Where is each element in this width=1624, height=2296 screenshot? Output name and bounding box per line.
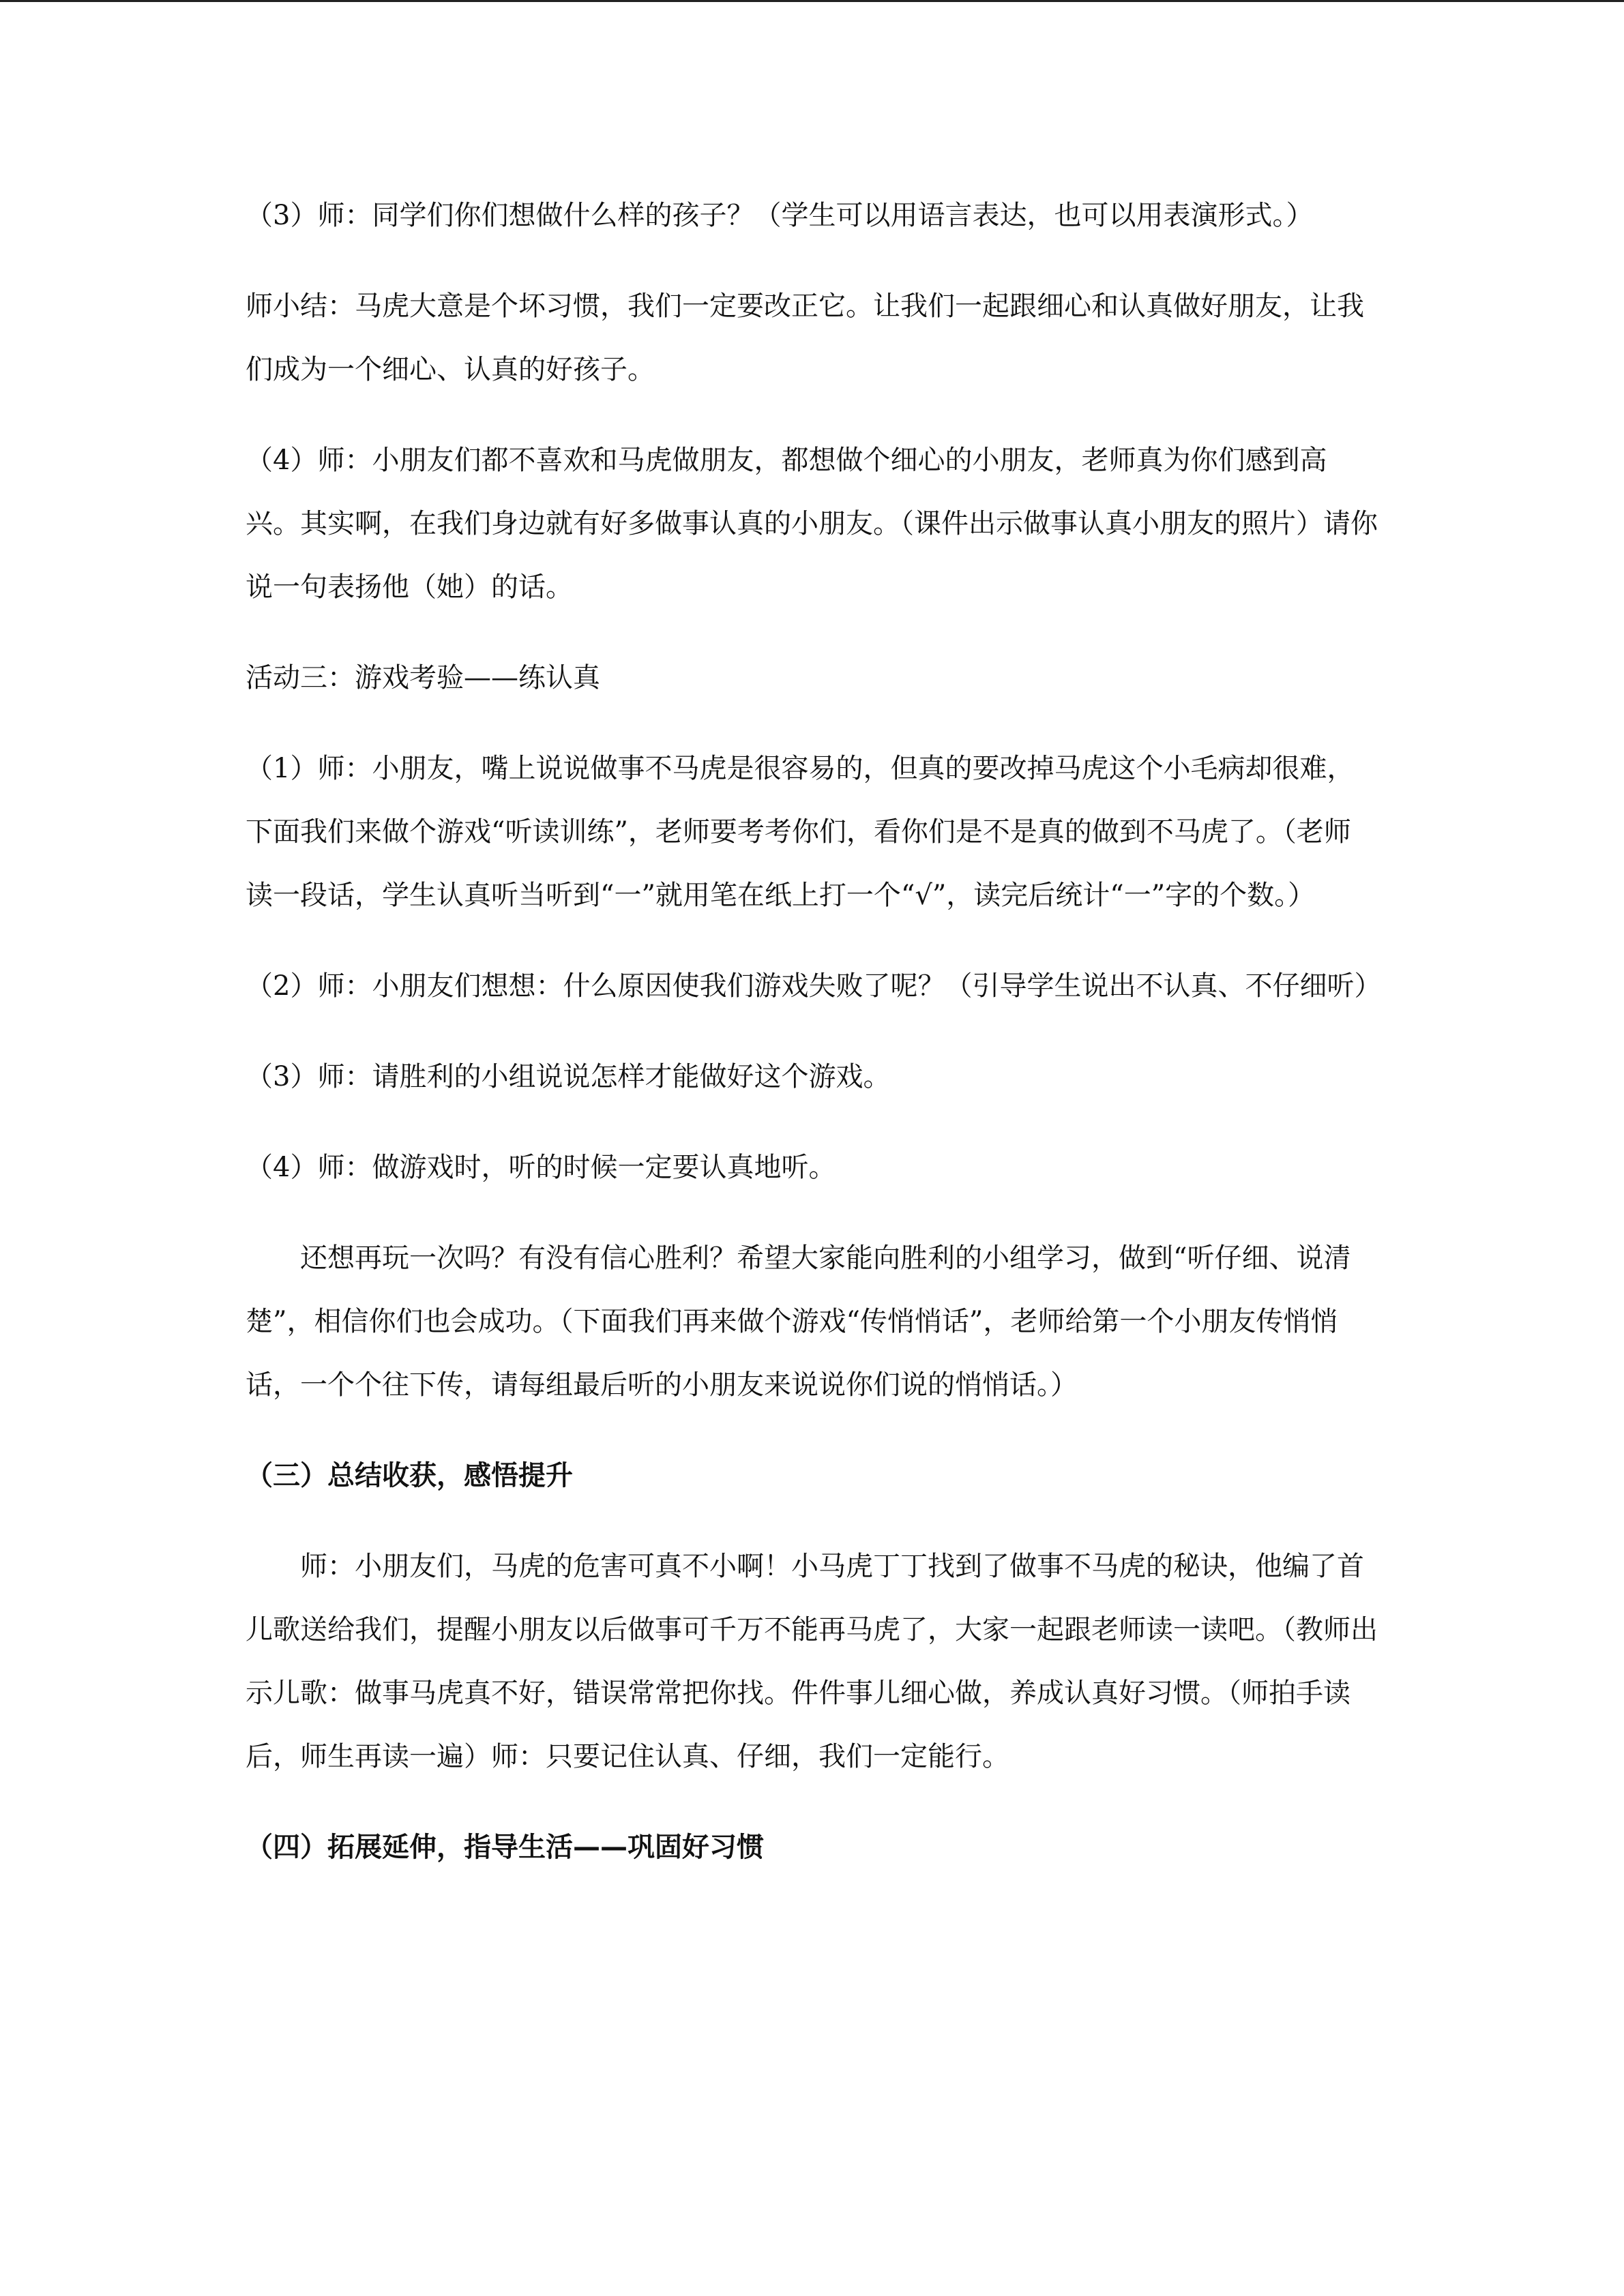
paragraph-winning-group-3: （3）师：请胜利的小组说说怎样才能做好这个游戏。 (246, 1061, 891, 1092)
section-heading-summary: （三）总结收获，感悟提升 (246, 1460, 573, 1491)
paragraph-teacher-praise-4: （4）师：小朋友们都不喜欢和马虎做朋友，都想做个细心的小朋友，老师真为你们感到高兴。其实啊，在我们身边就有好多做事认真的小朋友。（课件出示做事认真小朋友的照片）请你说一句表扬他（她）的话。 (246, 445, 1378, 603)
section-heading-extension: （四）拓展延伸，指导生活——巩固好习惯 (246, 1832, 764, 1863)
paragraph-listening-game-1: （1）师：小朋友，嘴上说说做事不马虎是很容易的，但真的要改掉马虎这个小毛病却很难，下面我们来做个游戏“听读训练”，老师要考考你们，看你们是不是真的做到不马虎了。（老师读一段话，学生认真听当听到“一”就用笔在纸上打一个“√”，读完后统计“一”字的个数。） (246, 753, 1355, 911)
activity-three-title: 活动三：游戏考验——练认真 (246, 662, 600, 694)
paragraph-teacher-question-3: （3）师：同学们你们想做什么样的孩子？（学生可以用语言表达，也可以用表演形式。） (246, 200, 1314, 231)
page-top-border (0, 0, 1624, 2)
paragraph-nursery-rhyme: 师：小朋友们，马虎的危害可真不小啊！小马虎丁丁找到了做事不马虎的秘诀，他编了首儿歌送给我们，提醒小朋友以后做事可千万不能再马虎了，大家一起跟老师读一读吧。（教师出示儿歌：做事马虎真不好，错误常常把你找。件件事儿细心做，养成认真好习惯。（师拍手读后，师生再读一遍）师：只要记住认真、仔细，我们一定能行。 (246, 1551, 1378, 1772)
paragraph-game-failure-2: （2）师：小朋友们想想：什么原因使我们游戏失败了呢？（引导学生说出不认真、不仔细听） (246, 970, 1382, 1002)
paragraph-listen-carefully-4: （4）师：做游戏时，听的时候一定要认真地听。 (246, 1152, 836, 1183)
document-page (246, 184, 1382, 1907)
paragraph-whisper-game: 还想再玩一次吗？有没有信心胜利？希望大家能向胜利的小组学习，做到“听仔细、说清楚”，相信你们也会成功。（下面我们再来做个游戏“传悄悄话”，老师给第一个小朋友传悄悄话，一个个往下传，请每组最后听的小朋友来说说你们说的悄悄话。） (246, 1242, 1351, 1401)
paragraph-teacher-summary: 师小结：马虎大意是个坏习惯，我们一定要改正它。让我们一起跟细心和认真做好朋友，让我们成为一个细心、认真的好孩子。 (246, 290, 1364, 385)
